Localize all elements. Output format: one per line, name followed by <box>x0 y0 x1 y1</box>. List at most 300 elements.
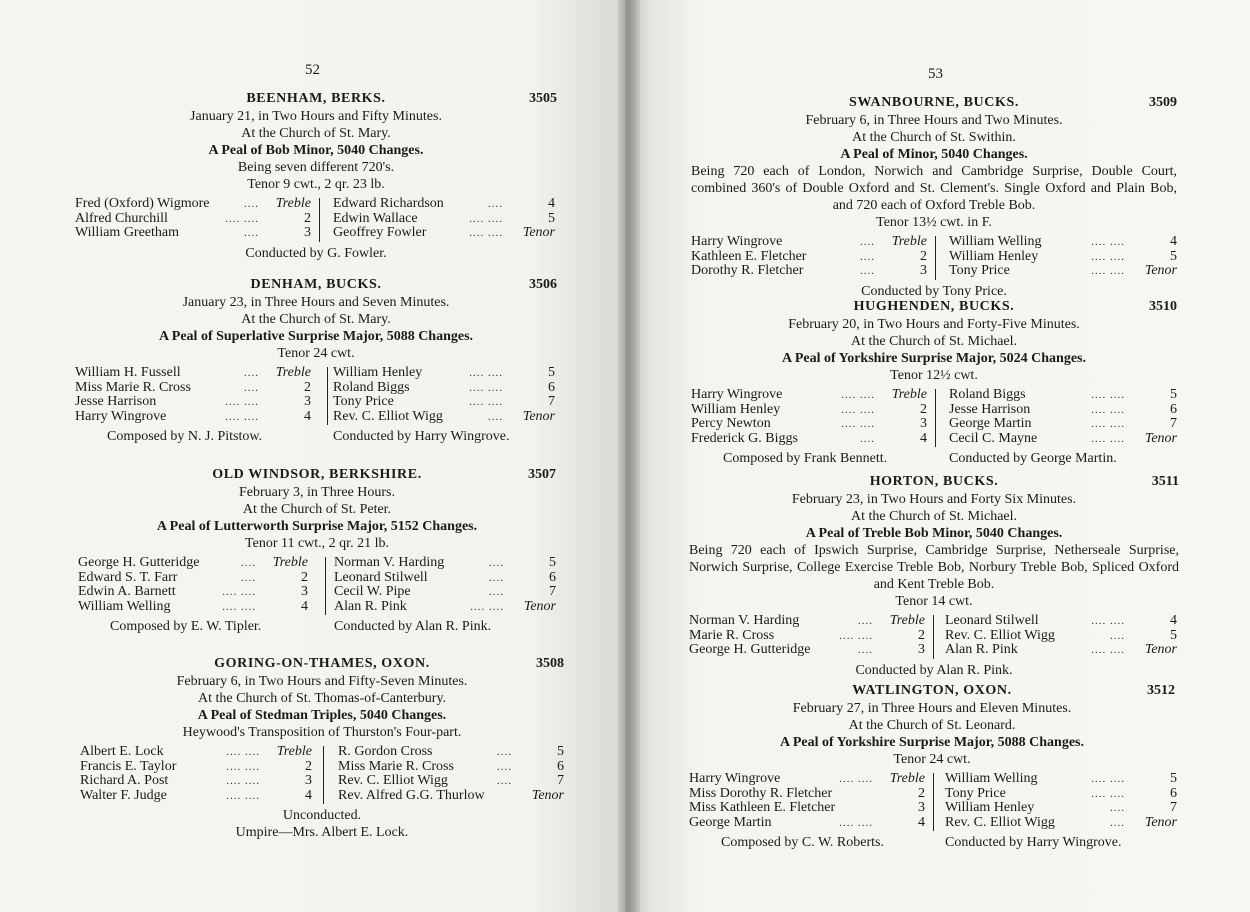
ringer-row <box>691 388 927 403</box>
ringer-row <box>333 366 555 381</box>
bell-position: 5 <box>1170 627 1177 643</box>
bell-position: Treble <box>889 771 925 786</box>
ringer-row <box>338 789 564 804</box>
leader-dots: .... <box>244 227 259 239</box>
leader-dots: .... <box>858 644 873 656</box>
method-description: Being 720 each of London, Norwich and Cambridge Surprise, Double Court, combined 360's of Double Oxford and St. Clement's. Single Oxford and Plain Bob, and 720 each of Oxford Treble Bob. <box>691 164 1177 213</box>
ringer-row <box>334 600 556 615</box>
leader-dots: .... .... <box>839 773 873 785</box>
bell-position: Tenor <box>1144 814 1177 830</box>
date-line: February 27, in Three Hours and Eleven Minutes. <box>792 701 1072 716</box>
church-line: At the Church of St. Leonard. <box>848 718 1016 733</box>
place-name: HUGHENDEN, BUCKS. <box>853 299 1015 314</box>
leader-dots: .... .... <box>225 212 259 225</box>
ringer-row <box>75 226 311 241</box>
bell-position: 3 <box>918 642 925 657</box>
place-name: DENHAM, BUCKS. <box>250 277 382 292</box>
peal-number: 3507 <box>528 467 556 482</box>
ringer-row <box>945 787 1177 802</box>
ringer-column <box>338 745 564 803</box>
peal-number: 3510 <box>1149 299 1177 314</box>
ringer-name: William Welling <box>949 234 1042 249</box>
ringer-row <box>75 395 311 410</box>
leader-dots: .... <box>860 236 875 248</box>
ringer-name: Miss Kathleen E. Fletcher <box>689 800 836 815</box>
ringer-name: Percy Newton <box>691 416 771 431</box>
leader-dots: .... .... <box>226 760 260 773</box>
church-line: At the Church of St. Michael. <box>850 334 1018 349</box>
ringer-row <box>945 801 1177 816</box>
bell-position: 2 <box>920 248 927 264</box>
ringer-column <box>691 388 927 446</box>
ringer-name: Cecil W. Pipe <box>334 584 411 599</box>
bell-position: Treble <box>891 234 927 249</box>
leader-dots: .... .... <box>226 746 260 758</box>
bell-position: 2 <box>304 379 311 395</box>
ringer-row <box>691 432 927 447</box>
leader-dots: .... .... <box>226 775 260 787</box>
place-name: WATLINGTON, OXON. <box>852 683 1012 698</box>
ringer-row <box>78 600 308 615</box>
ringer-row <box>338 774 564 789</box>
peal-heading <box>80 655 564 673</box>
ringer-name: R. Gordon Cross <box>338 744 433 759</box>
leader-dots: .... <box>497 760 512 773</box>
church-line: At the Church of St. Thomas-of-Canterbury. <box>197 691 447 706</box>
church-line: At the Church of St. Peter. <box>242 502 392 517</box>
leader-dots: .... <box>241 557 256 569</box>
peal-title: A Peal of Bob Minor, 5040 Changes. <box>208 143 424 158</box>
leader-dots: .... <box>860 265 875 277</box>
bell-position: Tenor <box>1144 263 1177 278</box>
composer-credit: Composed by N. J. Pitstow. <box>107 429 263 444</box>
tenor-line: Heywood's Transposition of Thurston's Four-part. <box>182 725 462 740</box>
tenor-line: Tenor 11 cwt., 2 qr. 21 lb. <box>245 536 389 551</box>
bell-position: 4 <box>548 196 555 211</box>
column-divider <box>933 773 934 831</box>
leader-dots: .... <box>241 571 256 584</box>
ringer-name: Edward S. T. Farr <box>78 569 178 585</box>
leader-dots: .... <box>860 432 875 445</box>
ringer-name: George H. Gutteridge <box>689 642 811 657</box>
ringer-name: Roland Biggs <box>949 387 1026 402</box>
ringer-column <box>75 197 311 241</box>
bell-position: 5 <box>548 365 555 380</box>
ringers-band <box>80 745 564 805</box>
composer-credit: Composed by C. W. Roberts. <box>721 835 884 850</box>
ringer-name: Miss Marie R. Cross <box>338 758 454 774</box>
ringer-name: Rev. C. Elliot Wigg <box>945 814 1055 830</box>
ringer-row <box>334 556 556 571</box>
conductor-credit: Conducted by Alan R. Pink. <box>855 662 1013 678</box>
ringer-name: Alan R. Pink <box>945 642 1018 657</box>
leader-dots: .... .... <box>839 629 873 642</box>
bell-position: 2 <box>305 758 312 774</box>
leader-dots: .... .... <box>1091 236 1125 248</box>
bell-position: 2 <box>304 210 311 226</box>
leader-dots: .... .... <box>1091 265 1125 277</box>
ringer-name: Edwin A. Barnett <box>78 584 176 599</box>
bell-position: 6 <box>549 569 556 585</box>
peal-heading <box>689 682 1175 700</box>
leader-dots: .... .... <box>839 816 873 829</box>
ringer-row <box>333 226 555 241</box>
ringer-name: William Welling <box>78 598 171 614</box>
credits-line <box>78 618 556 635</box>
peal-title: A Peal of Superlative Surprise Major, 5088 Changes. <box>158 329 474 344</box>
date-line: February 3, in Three Hours. <box>238 485 396 500</box>
bell-position: 4 <box>920 430 927 446</box>
ringer-name: Rev. C. Elliot Wigg <box>333 408 443 424</box>
umpire-line: Umpire—Mrs. Albert E. Lock. <box>235 825 409 840</box>
peal-heading <box>75 276 557 294</box>
date-line: February 23, in Two Hours and Forty Six Minutes. <box>791 492 1077 507</box>
ringer-name: Norman V. Harding <box>689 613 800 628</box>
peal-number: 3512 <box>1147 683 1175 698</box>
ringer-row <box>338 760 564 775</box>
ringer-column <box>949 235 1177 279</box>
peal-heading <box>75 90 557 108</box>
ringer-name: William Henley <box>949 248 1039 264</box>
ringer-row <box>949 417 1177 432</box>
bell-position: 4 <box>305 787 312 803</box>
ringer-name: Edward Richardson <box>333 196 444 211</box>
ringer-row <box>75 197 311 212</box>
ringer-row <box>949 432 1177 447</box>
peal-record <box>691 298 1177 467</box>
leader-dots: .... .... <box>469 227 503 239</box>
bell-position: 4 <box>1170 613 1177 628</box>
bell-position: 3 <box>301 584 308 599</box>
ringer-row <box>80 745 312 760</box>
ringer-column <box>689 614 925 658</box>
conductor-credit: Conducted by Tony Price. <box>861 283 1007 299</box>
bell-position: Treble <box>889 613 925 628</box>
ringer-name: Walter F. Judge <box>80 787 167 803</box>
leader-dots: .... .... <box>222 600 256 613</box>
bell-position: Tenor <box>522 225 555 240</box>
ringer-name: William Henley <box>333 365 423 380</box>
peal-heading <box>691 94 1177 112</box>
ringer-name: William H. Fussell <box>75 365 181 380</box>
ringer-row <box>80 774 312 789</box>
ringer-row <box>75 410 311 425</box>
leader-dots: .... .... <box>841 418 875 430</box>
date-line: January 21, in Two Hours and Fifty Minutes. <box>190 109 442 124</box>
peal-record <box>689 682 1175 851</box>
bell-position: 7 <box>549 584 556 599</box>
ringer-column <box>689 772 925 830</box>
tenor-line: Tenor 13½ cwt. in F. <box>876 215 992 230</box>
leader-dots: .... <box>497 746 512 758</box>
leader-dots: .... .... <box>1091 615 1125 627</box>
place-name: GORING-ON-THAMES, OXON. <box>214 656 430 671</box>
ringer-name: William Henley <box>691 401 781 417</box>
peal-title: A Peal of Minor, 5040 Changes. <box>840 147 1028 162</box>
peal-record <box>691 94 1177 300</box>
ringer-column <box>78 556 308 614</box>
credits-line <box>75 245 557 262</box>
leader-dots: .... <box>244 381 259 394</box>
peal-number: 3508 <box>536 656 564 671</box>
peal-title: A Peal of Lutterworth Surprise Major, 5152 Changes. <box>156 519 478 534</box>
ringer-row <box>689 643 925 658</box>
leader-dots: .... .... <box>225 396 259 408</box>
conductor-credit: Conducted by G. Fowler. <box>245 245 387 261</box>
peal-heading <box>78 466 556 484</box>
leader-dots: .... .... <box>470 600 504 613</box>
composer-credit: Composed by Frank Bennett. <box>723 451 888 466</box>
bell-position: Treble <box>275 196 311 211</box>
ringer-row <box>334 585 556 600</box>
ringer-name: Tony Price <box>945 785 1006 801</box>
peal-heading <box>689 473 1179 491</box>
tenor-line: Tenor 14 cwt. <box>895 594 973 609</box>
ringer-column <box>691 235 927 279</box>
leader-dots: .... <box>497 775 512 787</box>
bell-position: 7 <box>1170 800 1177 815</box>
bell-position: 4 <box>918 814 925 830</box>
credits-line <box>689 662 1179 679</box>
ringer-column <box>949 388 1177 446</box>
column-divider <box>935 236 936 280</box>
ringer-name: William Henley <box>945 800 1035 815</box>
ringer-name: Miss Marie R. Cross <box>75 379 191 395</box>
bell-position: Treble <box>275 365 311 380</box>
method-description: Being 720 each of Ipswich Surprise, Cambridge Surprise, Netherseale Surprise, Norwich Surprise, College Exercise Treble Bob, Norbury Treble Bob, Spliced Oxford and Kent Treble Bob. <box>689 543 1179 592</box>
column-divider <box>319 198 320 242</box>
bell-position: 5 <box>557 744 564 759</box>
ringer-name: George Martin <box>689 814 772 830</box>
bell-position: Tenor <box>531 787 564 803</box>
ringer-row <box>691 264 927 279</box>
leader-dots: .... <box>1110 816 1125 829</box>
ringer-name: Fred (Oxford) Wigmore <box>75 196 210 211</box>
ringer-row <box>689 614 925 629</box>
leader-dots: .... <box>489 571 504 584</box>
bell-position: Treble <box>276 744 312 759</box>
leader-dots: .... .... <box>226 789 260 802</box>
ringer-name: Harry Wingrove <box>689 771 781 786</box>
bell-position: 3 <box>304 225 311 240</box>
ringer-name: Miss Dorothy R. Fletcher <box>689 785 833 801</box>
bell-position: 2 <box>301 569 308 585</box>
bell-position: 7 <box>548 394 555 409</box>
church-line: At the Church of St. Mary. <box>241 312 391 327</box>
peal-record <box>75 276 557 445</box>
ringer-row <box>80 760 312 775</box>
bell-position: Tenor <box>1144 430 1177 446</box>
ringer-row <box>78 556 308 571</box>
ringer-name: Rev. Alfred G.G. Thurlow <box>338 787 485 803</box>
bell-position: Treble <box>272 555 308 570</box>
credits-line <box>691 450 1177 467</box>
page-number: 53 <box>928 66 943 82</box>
peal-number: 3505 <box>529 91 557 106</box>
leader-dots: .... .... <box>1091 418 1125 430</box>
place-name: HORTON, BUCKS. <box>869 474 999 489</box>
ringer-row <box>945 772 1177 787</box>
credits-line <box>80 807 564 824</box>
ringer-row <box>949 264 1177 279</box>
ringers-band <box>691 235 1177 281</box>
ringer-row <box>691 235 927 250</box>
ringer-name: Edwin Wallace <box>333 210 418 226</box>
ringers-band <box>691 388 1177 448</box>
ringer-row <box>689 801 925 816</box>
ringer-column <box>333 197 555 241</box>
ringer-name: Alfred Churchill <box>75 210 168 226</box>
ringer-name: Roland Biggs <box>333 379 410 395</box>
ringer-row <box>691 403 927 418</box>
peal-title: A Peal of Yorkshire Surprise Major, 5088 Changes. <box>780 735 1084 750</box>
ringer-row <box>689 787 925 802</box>
ringer-row <box>949 403 1177 418</box>
page-number: 52 <box>305 62 320 78</box>
ringers-band <box>689 614 1179 660</box>
place-name: OLD WINDSOR, BERKSHIRE. <box>212 467 422 482</box>
ringer-name: Dorothy R. Fletcher <box>691 263 804 278</box>
column-divider <box>323 746 324 804</box>
ringer-name: Jesse Harrison <box>75 394 157 409</box>
leader-dots: .... <box>244 367 259 379</box>
ringer-row <box>949 235 1177 250</box>
ringer-row <box>333 212 555 227</box>
ringer-name: Cecil C. Mayne <box>949 430 1038 446</box>
church-line: At the Church of St. Michael. <box>850 509 1018 524</box>
ringer-name: Harry Wingrove <box>75 408 167 424</box>
column-divider <box>325 557 326 615</box>
leader-dots: .... .... <box>1091 250 1125 263</box>
peal-title: A Peal of Stedman Triples, 5040 Changes. <box>197 708 447 723</box>
ringer-row <box>945 643 1177 658</box>
bell-position: 6 <box>548 379 555 395</box>
ringer-name: Rev. C. Elliot Wigg <box>945 627 1055 643</box>
conductor-credit: Conducted by Harry Wingrove. <box>333 429 510 444</box>
bell-position: Treble <box>891 387 927 402</box>
bell-position: 4 <box>301 598 308 614</box>
leader-dots: .... .... <box>222 586 256 598</box>
ringer-name: Jesse Harrison <box>949 401 1031 417</box>
bell-position: 2 <box>918 627 925 643</box>
tenor-line: Tenor 12½ cwt. <box>890 368 978 383</box>
ringer-row <box>945 614 1177 629</box>
credits-line <box>691 283 1177 300</box>
ringer-row <box>75 381 311 396</box>
leader-dots: .... <box>1110 629 1125 642</box>
bell-position: 5 <box>1170 248 1177 264</box>
church-line: At the Church of St. Swithin. <box>852 130 1016 145</box>
ringer-name: Harry Wingrove <box>691 234 783 249</box>
ringer-row <box>75 212 311 227</box>
ringer-name: William Welling <box>945 771 1038 786</box>
ringer-column <box>80 745 312 803</box>
leader-dots: .... <box>489 557 504 569</box>
bell-position: 6 <box>1170 401 1177 417</box>
bell-position: 3 <box>304 394 311 409</box>
composer-credit: Composed by E. W. Tipler. <box>110 619 262 634</box>
ringer-row <box>691 250 927 265</box>
bell-position: 3 <box>920 416 927 431</box>
ringer-name: Norman V. Harding <box>334 555 445 570</box>
bell-position: 4 <box>304 408 311 424</box>
ringer-name: Harry Wingrove <box>691 387 783 402</box>
ringer-name: Albert E. Lock <box>80 744 164 759</box>
tenor-line: Tenor 24 cwt. <box>893 752 971 767</box>
ringer-name: George Martin <box>949 416 1032 431</box>
leader-dots: .... .... <box>469 367 503 379</box>
peal-title: A Peal of Yorkshire Surprise Major, 5024 Changes. <box>782 351 1086 366</box>
leader-dots: .... <box>858 615 873 627</box>
leader-dots: .... <box>1110 802 1125 814</box>
ringer-name: Francis E. Taylor <box>80 758 177 774</box>
ringer-name: Frederick G. Biggs <box>691 430 798 446</box>
bell-position: 5 <box>548 210 555 226</box>
ringer-name: Rev. C. Elliot Wigg <box>338 773 448 788</box>
date-line: February 6, in Two Hours and Fifty-Seven Minutes. <box>176 674 468 689</box>
conductor-credit: Unconducted. <box>282 808 362 823</box>
bell-position: 2 <box>920 401 927 417</box>
bell-position: 7 <box>557 773 564 788</box>
ringer-name: Kathleen E. Fletcher <box>691 248 807 264</box>
place-name: BEENHAM, BERKS. <box>246 91 386 106</box>
ringer-name: Alan R. Pink <box>334 598 407 614</box>
bell-position: Tenor <box>523 598 556 614</box>
ringer-column <box>334 556 556 614</box>
column-divider <box>933 615 934 659</box>
ringer-row <box>78 571 308 586</box>
ringer-name: Leonard Stilwell <box>945 613 1039 628</box>
bell-position: 5 <box>1170 771 1177 786</box>
ringer-row <box>949 250 1177 265</box>
leader-dots: .... .... <box>225 410 259 423</box>
ringers-band <box>689 772 1175 832</box>
ringer-name: Geoffrey Fowler <box>333 225 427 240</box>
ringer-name: William Greetham <box>75 225 180 240</box>
column-divider <box>935 389 936 447</box>
ringer-row <box>689 816 925 831</box>
leader-dots: .... .... <box>1091 403 1125 416</box>
tenor-line: Tenor 24 cwt. <box>277 346 355 361</box>
bell-position: 6 <box>1170 785 1177 801</box>
bell-position: 2 <box>918 785 925 801</box>
leader-dots: .... <box>860 250 875 263</box>
leader-dots: .... <box>488 410 503 423</box>
ringer-row <box>75 366 311 381</box>
ringer-row <box>333 410 555 425</box>
peal-number: 3511 <box>1151 474 1179 489</box>
date-line: February 6, in Three Hours and Two Minutes. <box>805 113 1063 128</box>
credits-line <box>689 834 1175 851</box>
leader-dots: .... <box>488 198 503 210</box>
bell-position: 3 <box>918 800 925 815</box>
ringer-column <box>945 772 1177 830</box>
leader-dots: .... .... <box>1091 432 1125 445</box>
leader-dots: .... .... <box>469 212 503 225</box>
ringer-row <box>333 395 555 410</box>
ringer-name: George H. Gutteridge <box>78 555 200 570</box>
peal-record <box>80 655 564 841</box>
right-page <box>625 0 1250 912</box>
bell-position: 5 <box>549 555 556 570</box>
place-name: SWANBOURNE, BUCKS. <box>849 95 1019 110</box>
bell-position: Tenor <box>522 408 555 424</box>
ringer-row <box>945 629 1177 644</box>
leader-dots: .... <box>244 198 259 210</box>
leader-dots: .... .... <box>1091 787 1125 800</box>
ringers-band <box>75 366 557 426</box>
ringer-name: Richard A. Post <box>80 773 169 788</box>
